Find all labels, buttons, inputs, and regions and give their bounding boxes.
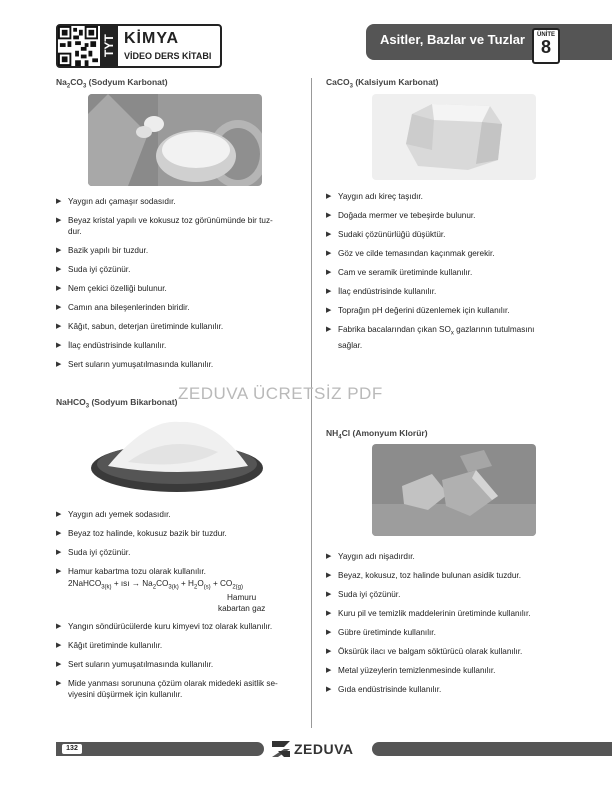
list-item: ▶ Suda iyi çözünür. bbox=[326, 589, 588, 600]
unit-title: Asitler, Bazlar ve Tuzlar bbox=[380, 32, 525, 47]
list-item: ▶ Suda iyi çözünür. bbox=[56, 547, 306, 558]
list-item: ▶ Öksürük ilacı ve balgam söktürücü olarak kullanılır. bbox=[326, 646, 588, 657]
list-item: ▶ Toprağın pH değerini düzenlemek için kullanılır. bbox=[326, 305, 588, 316]
unit-banner-extension bbox=[560, 24, 612, 60]
list-item: ▶ Gübre üretiminde kullanılır. bbox=[326, 627, 588, 638]
list-item: ▶ Yaygın adı çamaşır sodasıdır. bbox=[56, 196, 306, 207]
list-item: ▶ Gıda endüstrisinde kullanılır. bbox=[326, 684, 588, 695]
section-title-na2co3: $Na_2CO_3$ (Sodyum Karbonat) bbox=[56, 77, 168, 90]
list-nahco3-cont bbox=[56, 621, 306, 700]
list-item: ▶ Mide yanması sorununa çözüm olarak midedeki asitlik se- bbox=[56, 678, 306, 689]
footer-bar-right bbox=[372, 742, 612, 756]
list-item: ▶ Yangın söndürücülerde kuru kimyevi toz olarak kullanılır. bbox=[56, 621, 306, 632]
unit-badge bbox=[532, 28, 560, 64]
list-item: ▶ Suda iyi çözünür. bbox=[56, 264, 306, 275]
list-item: ▶ Fabrika bacalarından çıkan $SO_x$ gazlarının tutulmasını bbox=[326, 324, 588, 340]
list-item: ▶ Sudaki çözünürlüğü düşüktür. bbox=[326, 229, 588, 240]
section-title-nahco3: NaHCO$_3$ (Sodyum Bikarbonat) bbox=[56, 397, 178, 410]
section-title-nh4cl: $NH_4Cl$ (Amonyum Klorür) bbox=[326, 428, 428, 441]
list-item: ▶ Cam ve seramik üretiminde kullanılır. bbox=[326, 267, 588, 278]
list-item: ▶ Kâğıt üretiminde kullanılır. bbox=[56, 640, 306, 651]
list-item-continuation: dur. bbox=[68, 227, 82, 236]
list-item: ▶ İlaç endüstrisinde kullanılır. bbox=[56, 340, 306, 351]
watermark: ZEDUVA ÜCRETSİZ PDF bbox=[178, 384, 383, 403]
list-item: ▶ Kuru pil ve temizlik maddelerinin üretiminde kullanılır. bbox=[326, 608, 588, 619]
footer-bar-left bbox=[56, 742, 264, 756]
list-item: ▶ Beyaz toz halinde, kokusuz bazik bir tuzdur. bbox=[56, 528, 306, 539]
equation-note-2: kabartan gaz bbox=[218, 604, 266, 613]
list-na2co3 bbox=[56, 196, 306, 370]
list-item: ▶ Kâğıt, sabun, deterjan üretiminde kullanılır. bbox=[56, 321, 306, 332]
list-nh4cl bbox=[326, 551, 588, 695]
list-item: ▶ Sert suların yumuşatılmasında kullanılır. bbox=[56, 659, 306, 670]
photo-baking-soda bbox=[88, 412, 266, 498]
photo-washing-soda bbox=[88, 94, 262, 186]
list-item: ▶ İlaç endüstrisinde kullanılır. bbox=[326, 286, 588, 297]
brand-name: ZEDUVA bbox=[294, 741, 354, 757]
list-item: ▶ Yaygın adı kireç taşıdır. bbox=[326, 191, 588, 202]
list-item: ▶ Metal yüzeylerin temizlenmesinde kullanılır. bbox=[326, 665, 588, 676]
qr-code-icon[interactable] bbox=[58, 26, 98, 66]
list-item: ▶ Sert suların yumuşatılmasında kullanılır. bbox=[56, 359, 306, 370]
list-item: ▶ Bazik yapılı bir tuzdur. bbox=[56, 245, 306, 256]
list-caco3 bbox=[326, 191, 588, 351]
page-number: 132 bbox=[62, 744, 82, 754]
list-item: ▶ Beyaz, kokusuz, toz halinde bulunan asidik tuzdur. bbox=[326, 570, 588, 581]
list-item: ▶ Nem çekici özelliği bulunur. bbox=[56, 283, 306, 294]
book-title: VİDEO DERS KİTABI bbox=[124, 51, 212, 61]
series-label: TYT bbox=[100, 26, 118, 66]
list-item: ▶ Doğada mermer ve tebeşirde bulunur. bbox=[326, 210, 588, 221]
list-item: ▶ Göz ve cilde temasından kaçınmak gerekir. bbox=[326, 248, 588, 259]
list-item: ▶ Beyaz kristal yapılı ve kokusuz toz görünümünde bir tuz- bbox=[56, 215, 306, 226]
unit-number: 8 bbox=[540, 37, 551, 57]
zeduva-logo-icon bbox=[270, 739, 292, 759]
reaction-equation: 2NaHCO$_{3(k)}$ + ısı → $Na_2CO_{3(k)} + H_2O_{(s)} + CO_{2(g)}$ bbox=[68, 579, 243, 591]
equation-note-1: Hamuru bbox=[227, 593, 257, 602]
list-item-continuation: viyesini düşürmek için kullanılır. bbox=[68, 690, 183, 699]
list-item: ▶ Camın ana bileşenlerinden biridir. bbox=[56, 302, 306, 313]
photo-ammonium-chloride bbox=[372, 444, 536, 536]
unit-label: ÜNİTE bbox=[537, 32, 555, 38]
subject-title: KİMYA bbox=[124, 30, 180, 47]
photo-limestone bbox=[372, 94, 536, 180]
list-nahco3 bbox=[56, 509, 306, 577]
section-title-caco3: CaCO$_3$ (Kalsiyum Karbonat) bbox=[326, 77, 439, 90]
list-item: ▶ Hamur kabartma tozu olarak kullanılır. bbox=[56, 566, 306, 577]
list-item-continuation: sağlar. bbox=[338, 340, 363, 350]
list-item: ▶ Yaygın adı nişadırdır. bbox=[326, 551, 588, 562]
list-item: ▶ Yaygın adı yemek sodasıdır. bbox=[56, 509, 306, 520]
